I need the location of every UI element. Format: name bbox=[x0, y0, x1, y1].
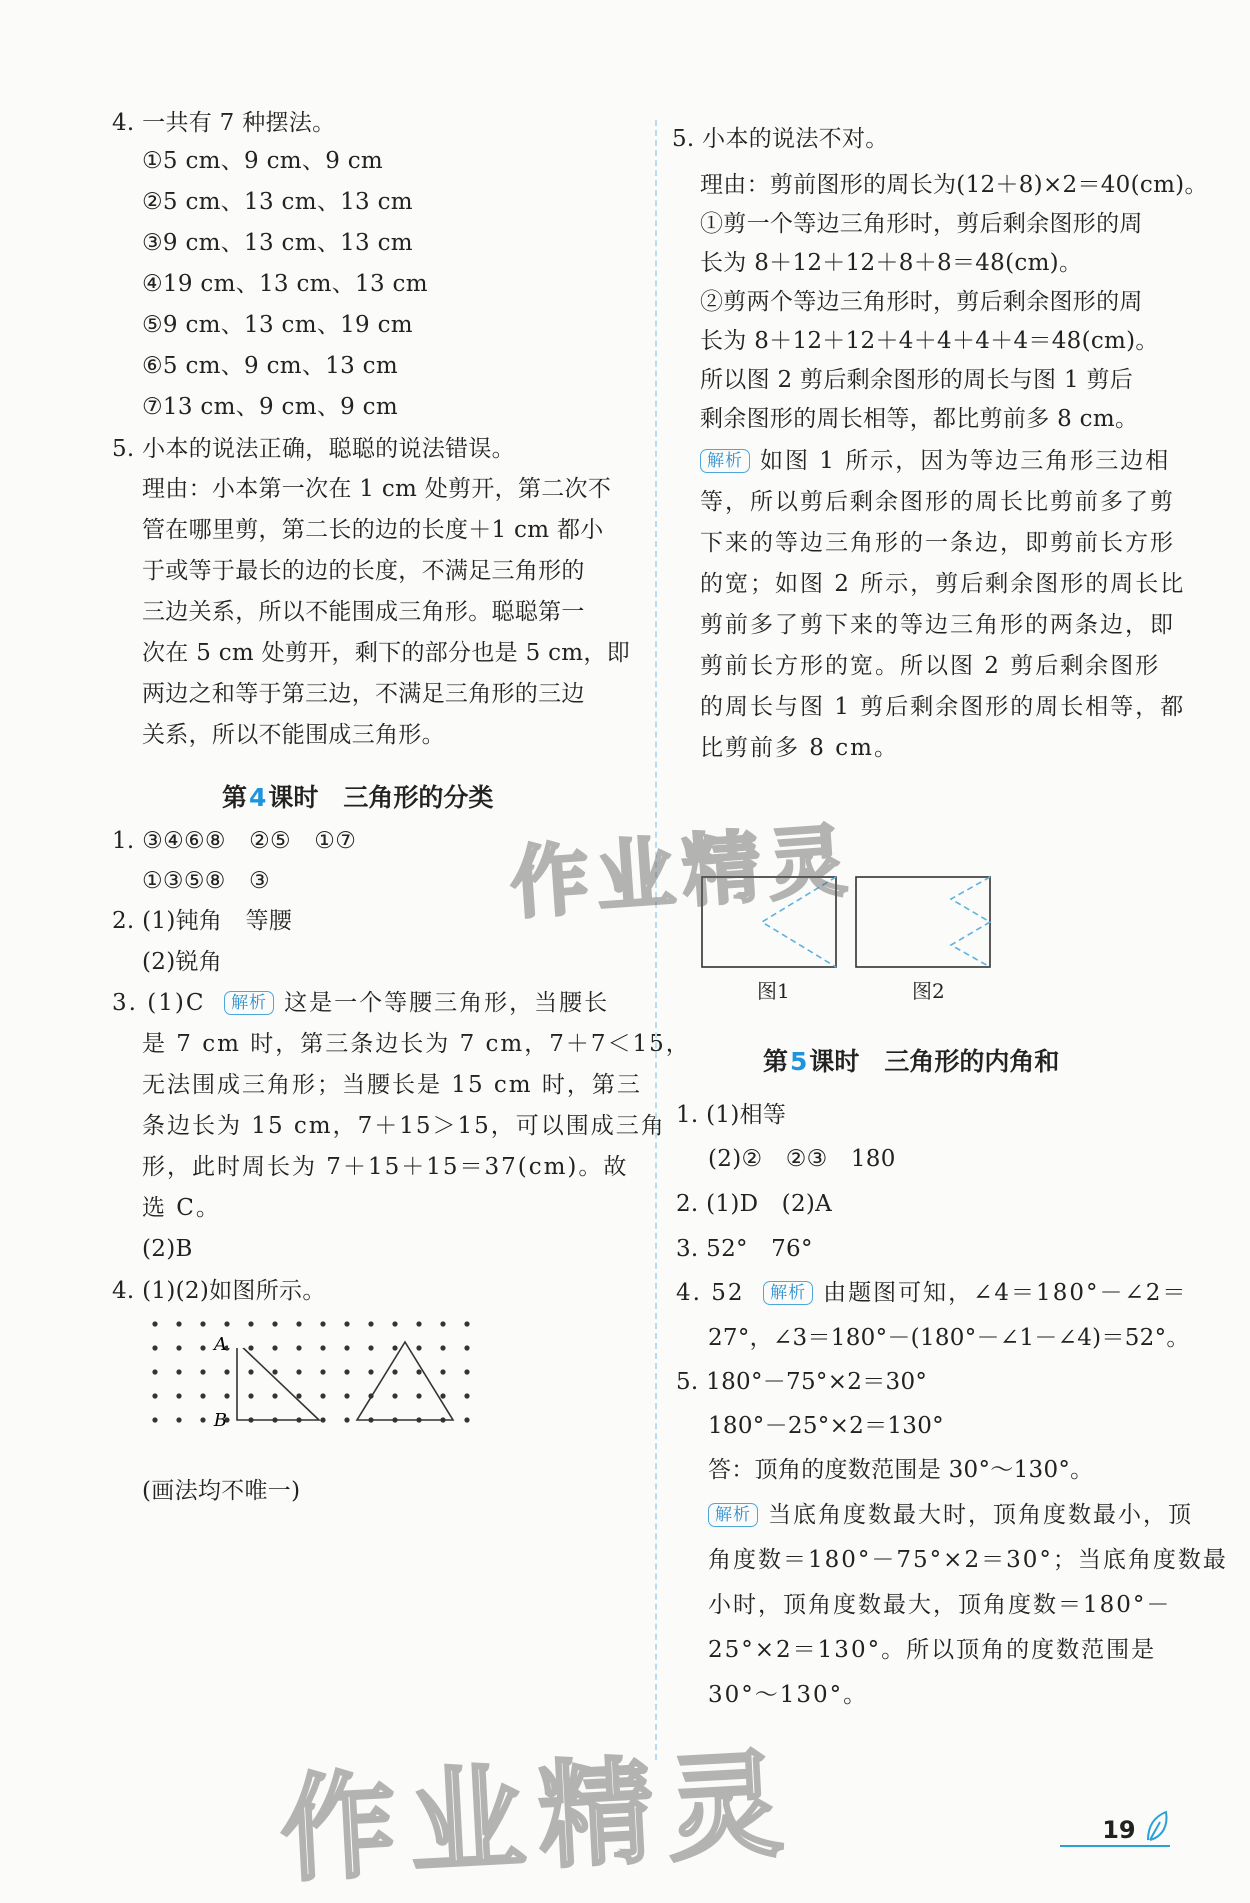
drawing-note: (画法均不唯一) bbox=[142, 1478, 301, 1504]
page-number-underline bbox=[1060, 1845, 1170, 1847]
grid-dot bbox=[296, 1369, 301, 1374]
grid-dot bbox=[344, 1417, 349, 1422]
grid-dot bbox=[320, 1393, 325, 1398]
grid-dot bbox=[296, 1345, 301, 1350]
grid-dot bbox=[320, 1417, 325, 1422]
grid-dot bbox=[200, 1369, 205, 1374]
grid-dot bbox=[464, 1369, 469, 1374]
column-divider bbox=[655, 120, 657, 1760]
l5-q1-line1: 1. (1)相等 bbox=[676, 1102, 787, 1128]
r-analysis-1-line5: 剪前多了剪下来的等边三角形的两条边，即 bbox=[700, 612, 1175, 638]
q4-item-5: ⑤9 cm、13 cm、19 cm bbox=[142, 312, 413, 338]
l5-analysis-line2: 角度数＝180°－75°×2＝30°；当底角度数最 bbox=[708, 1547, 1228, 1573]
q4-item-6: ⑥5 cm、9 cm、13 cm bbox=[142, 353, 398, 379]
r-q5-body-4: ②剪两个等边三角形时，剪后剩余图形的周 bbox=[700, 289, 1143, 315]
r-analysis-1-line4: 的宽；如图 2 所示，剪后剩余图形的周长比 bbox=[700, 571, 1186, 597]
grid-dot bbox=[152, 1345, 157, 1350]
r-q5-body-3: 长为 8＋12＋12＋8＋8＝48(cm)。 bbox=[700, 250, 1083, 276]
grid-dot bbox=[392, 1345, 397, 1350]
q5-body-4: 三边关系，所以不能围成三角形。聪聪第一 bbox=[142, 599, 585, 625]
analysis-tag: 解析 bbox=[708, 1503, 758, 1527]
q4-item-3: ③9 cm、13 cm、13 cm bbox=[142, 230, 413, 256]
q5-body-1: 理由：小本第一次在 1 cm 处剪开，第二次不 bbox=[142, 476, 612, 502]
l4-q1-line1: 1. ③④⑥⑧ ②⑤ ①⑦ bbox=[112, 828, 357, 854]
grid-dot bbox=[248, 1345, 253, 1350]
l5-q3: 3. 52° 76° bbox=[676, 1236, 813, 1262]
r-analysis-1-line6: 剪前长方形的宽。所以图 2 剪后剩余图形 bbox=[700, 653, 1161, 679]
lesson-5-title: 第5课时 三角形的内角和 bbox=[763, 1047, 1060, 1076]
page-number: 19 bbox=[1102, 1810, 1170, 1844]
l4-q3-body-2: 无法围成三角形；当腰长是 15 cm 时，第三 bbox=[142, 1072, 642, 1098]
vertex-label-b: B bbox=[213, 1410, 227, 1431]
l5-q2: 2. (1)D (2)A bbox=[676, 1191, 833, 1217]
r-analysis-1-line3: 下来的等边三角形的一条边，即剪前长方形 bbox=[700, 530, 1175, 556]
grid-dot bbox=[320, 1345, 325, 1350]
grid-dot bbox=[272, 1321, 277, 1326]
r-analysis-1-line7: 的周长与图 1 剪后剩余图形的周长相等，都 bbox=[700, 694, 1186, 720]
grid-dot bbox=[368, 1369, 373, 1374]
grid-dot bbox=[224, 1321, 229, 1326]
grid-dot bbox=[416, 1345, 421, 1350]
grid-dot bbox=[344, 1345, 349, 1350]
grid-dot bbox=[200, 1417, 205, 1422]
grid-dot bbox=[224, 1369, 229, 1374]
grid-dot bbox=[320, 1321, 325, 1326]
analysis-tag: 解析 bbox=[700, 449, 750, 473]
l5-q5-line2: 180°－25°×2＝130° bbox=[708, 1413, 944, 1439]
grid-dot bbox=[440, 1345, 445, 1350]
r-q5-body-5: 长为 8＋12＋12＋4＋4＋4＋4＝48(cm)。 bbox=[700, 328, 1159, 354]
r-q5-body-2: ①剪一个等边三角形时，剪后剩余图形的周 bbox=[700, 211, 1143, 237]
grid-dot bbox=[248, 1321, 253, 1326]
grid-dot bbox=[392, 1393, 397, 1398]
l4-q3-body-5: 选 C。 bbox=[142, 1195, 221, 1221]
q4-item-2: ②5 cm、13 cm、13 cm bbox=[142, 189, 413, 215]
l4-q2-line2: (2)锐角 bbox=[142, 949, 223, 975]
grid-dot bbox=[392, 1369, 397, 1374]
grid-dot bbox=[296, 1393, 301, 1398]
grid-dot bbox=[200, 1321, 205, 1326]
leaf-icon bbox=[1144, 1810, 1170, 1844]
grid-dot bbox=[344, 1321, 349, 1326]
l5-analysis-line3: 小时，顶角度数最大，顶角度数＝180°－ bbox=[708, 1592, 1172, 1618]
watermark: 作业精灵 bbox=[277, 1737, 800, 1899]
grid-dot bbox=[464, 1393, 469, 1398]
l5-q5-answer: 答：顶角的度数范围是 30°～130°。 bbox=[708, 1457, 1094, 1483]
grid-dot bbox=[416, 1393, 421, 1398]
l4-q2-line1: 2. (1)钝角 等腰 bbox=[112, 908, 293, 934]
grid-dot bbox=[176, 1345, 181, 1350]
l4-q3-body-1: 是 7 cm 时，第三条边长为 7 cm，7＋7＜15， bbox=[142, 1031, 691, 1057]
grid-dot bbox=[200, 1393, 205, 1398]
grid-dot bbox=[200, 1345, 205, 1350]
l4-q4-heading: 4. (1)(2)如图所示。 bbox=[112, 1278, 326, 1304]
figure-1-caption: 图1 bbox=[757, 979, 790, 1003]
grid-dot bbox=[176, 1321, 181, 1326]
grid-dot bbox=[368, 1321, 373, 1326]
l4-q3-body-4: 形，此时周长为 7＋15＋15＝37(cm)。故 bbox=[142, 1154, 629, 1180]
l4-q3-part2: (2)B bbox=[142, 1236, 193, 1262]
l5-q5-line1: 5. 180°－75°×2＝30° bbox=[676, 1369, 928, 1395]
q4-item-1: ①5 cm、9 cm、9 cm bbox=[142, 148, 384, 174]
grid-dot bbox=[464, 1321, 469, 1326]
r-analysis-1-line1: 解析 如图 1 所示，因为等边三角形三边相 bbox=[700, 446, 1170, 476]
grid-dot bbox=[248, 1369, 253, 1374]
q4-item-7: ⑦13 cm、9 cm、9 cm bbox=[142, 394, 398, 420]
q5-heading: 5. 小本的说法正确，聪聪的说法错误。 bbox=[112, 436, 515, 462]
r-analysis-1-line8: 比剪前多 8 cm。 bbox=[700, 735, 899, 761]
figure-2-caption: 图2 bbox=[912, 979, 945, 1003]
grid-dot bbox=[296, 1321, 301, 1326]
dot-grid-figure bbox=[145, 1316, 565, 1436]
l5-analysis-line1: 解析 当底角度数最大时，顶角度数最小，顶 bbox=[708, 1500, 1193, 1530]
analysis-tag: 解析 bbox=[763, 1281, 813, 1305]
l4-q3-line1: 3. (1)C 解析 这是一个等腰三角形，当腰长 bbox=[112, 990, 610, 1016]
l5-q4-line1: 4. 52 解析 由题图可知，∠4＝180°－∠2＝ bbox=[676, 1280, 1188, 1306]
grid-dot bbox=[392, 1321, 397, 1326]
grid-dot bbox=[368, 1345, 373, 1350]
r-q5-body-6: 所以图 2 剪后剩余图形的周长与图 1 剪后 bbox=[700, 367, 1134, 393]
grid-dot bbox=[440, 1321, 445, 1326]
grid-dot bbox=[464, 1417, 469, 1422]
grid-dot bbox=[416, 1369, 421, 1374]
l4-q3-body-3: 条边长为 15 cm，7＋15＞15，可以围成三角 bbox=[142, 1113, 666, 1139]
analysis-tag: 解析 bbox=[224, 991, 274, 1015]
q5-body-7: 关系，所以不能围成三角形。 bbox=[142, 722, 445, 748]
grid-dot bbox=[344, 1393, 349, 1398]
grid-dot bbox=[152, 1393, 157, 1398]
q5-body-6: 两边之和等于第三边，不满足三角形的三边 bbox=[142, 681, 585, 707]
lesson-4-title: 第4课时 三角形的分类 bbox=[222, 783, 494, 812]
grid-dot bbox=[272, 1393, 277, 1398]
grid-dot bbox=[320, 1369, 325, 1374]
grid-dot bbox=[176, 1393, 181, 1398]
grid-dot bbox=[272, 1345, 277, 1350]
q4-heading: 4. 一共有 7 种摆法。 bbox=[112, 110, 336, 136]
grid-dot bbox=[152, 1417, 157, 1422]
grid-dot bbox=[176, 1369, 181, 1374]
grid-dot bbox=[152, 1321, 157, 1326]
q5-body-2: 管在哪里剪，第二长的边的长度＋1 cm 都小 bbox=[142, 517, 604, 543]
grid-dot bbox=[416, 1321, 421, 1326]
grid-dot bbox=[152, 1369, 157, 1374]
q5-body-3: 于或等于最长的边的长度，不满足三角形的 bbox=[142, 558, 585, 584]
l5-analysis-line4: 25°×2＝130°。所以顶角的度数范围是 bbox=[708, 1637, 1157, 1663]
l4-q1-line2: ①③⑤⑧ ③ bbox=[142, 868, 270, 894]
l5-analysis-line5: 30°～130°。 bbox=[708, 1682, 869, 1708]
grid-dot bbox=[440, 1369, 445, 1374]
grid-dot bbox=[464, 1345, 469, 1350]
grid-dot bbox=[224, 1393, 229, 1398]
r-analysis-1-line2: 等，所以剪后剩余图形的周长比剪前多了剪 bbox=[700, 489, 1175, 515]
grid-dot bbox=[176, 1417, 181, 1422]
l5-q4-line2: 27°，∠3＝180°－(180°－∠1－∠4)＝52°。 bbox=[708, 1325, 1190, 1351]
q4-item-4: ④19 cm、13 cm、13 cm bbox=[142, 271, 428, 297]
l5-q1-line2: (2)② ②③ 180 bbox=[708, 1146, 896, 1172]
r-q5-body-7: 剩余图形的周长相等，都比剪前多 8 cm。 bbox=[700, 406, 1139, 432]
watermark: 作业精灵 bbox=[507, 816, 858, 930]
q5-body-5: 次在 5 cm 处剪开，剩下的部分也是 5 cm，即 bbox=[142, 640, 631, 666]
r-q5-heading: 5. 小本的说法不对。 bbox=[672, 126, 889, 152]
grid-dot bbox=[440, 1393, 445, 1398]
grid-dot bbox=[248, 1393, 253, 1398]
grid-dot bbox=[272, 1369, 277, 1374]
vertex-label-a: A bbox=[214, 1334, 227, 1355]
r-q5-body-1: 理由：剪前图形的周长为(12＋8)×2＝40(cm)。 bbox=[700, 172, 1208, 198]
grid-dot bbox=[344, 1369, 349, 1374]
